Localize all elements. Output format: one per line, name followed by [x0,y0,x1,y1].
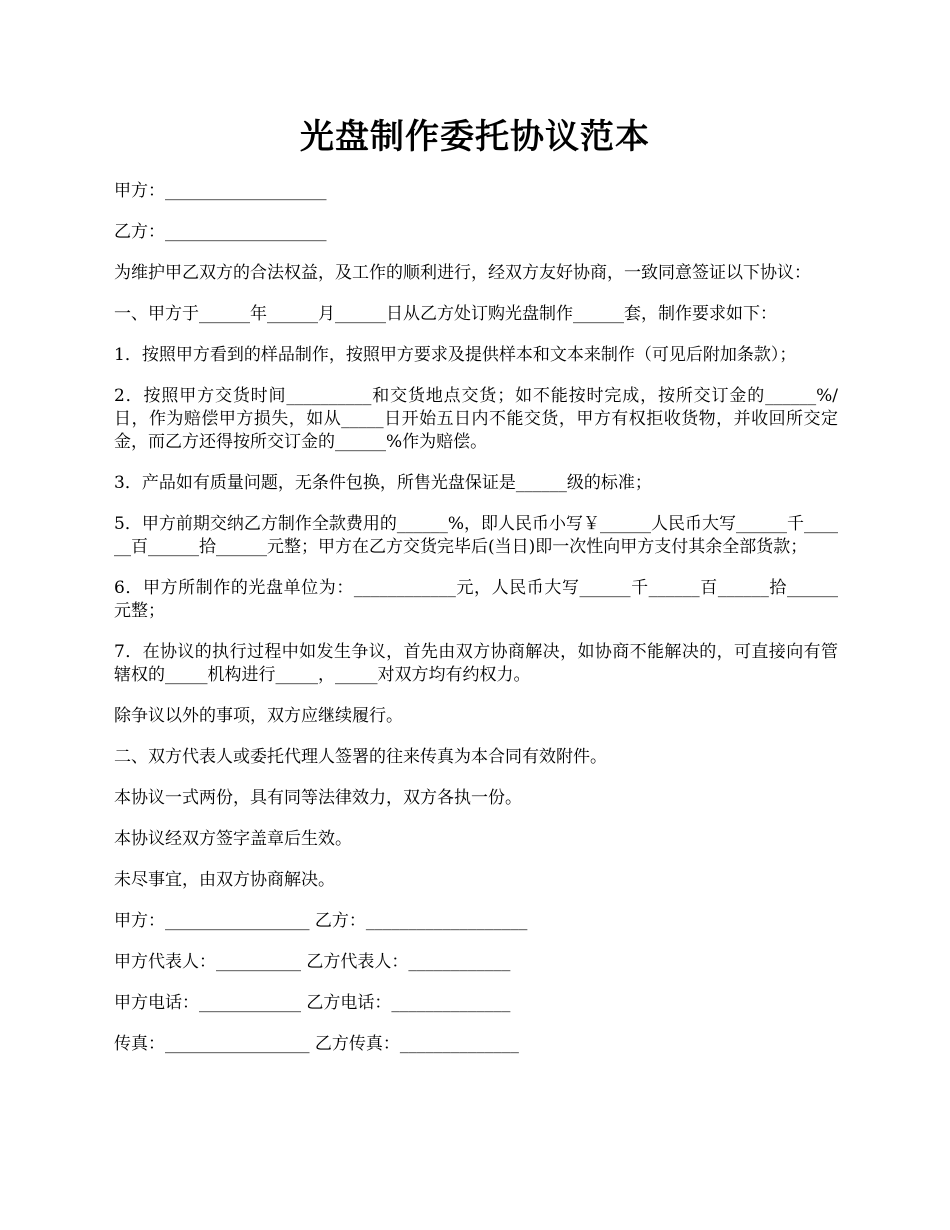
paragraph-preamble: 为维护甲乙双方的合法权益，及工作的顺利进行，经双方友好协商，一致同意签证以下协议： [114,263,811,283]
paragraph-continue: 除争议以外的事项，双方应继续履行。 [114,706,403,726]
paragraph-effective: 本协议经双方签字盖章后生效。 [114,829,352,849]
clause-5: 5．甲方前期交纳乙方制作全款费用的______%，即人民币小写￥______人民币大写______千______百______拾______元整；甲方在乙方交货完毕后(当日)即一次性向甲方支付其余全部货款； [114,514,838,557]
document-body [114,180,838,1074]
signature-representatives-line: 甲方代表人：__________ 乙方代表人：____________ [114,952,511,972]
paragraph-unresolved: 未尽事宜，由双方协商解决。 [114,870,335,890]
clause-6: 6．甲方所制作的光盘单位为：____________元，人民币大写______千______百______拾______元整； [114,578,838,621]
paragraph-section-two: 二、双方代表人或委托代理人签署的往来传真为本合同有效附件。 [114,747,607,767]
clause-2: 2．按照甲方交货时间__________和交货地点交货；如不能按时完成，按所交订金的______%/日，作为赔偿甲方损失，如从_____日开始五日内不能交货，甲方有权拒收货物，并收回所交定金，而乙方还得按所交订金的______%作为赔偿。 [114,386,838,452]
signature-parties-line: 甲方：_________________ 乙方：___________________ [114,911,528,931]
document-title: 光盘制作委托协议范本 [300,117,650,157]
paragraph-copies: 本协议一式两份，具有同等法律效力，双方各执一份。 [114,788,522,808]
signature-phones-line: 甲方电话：____________ 乙方电话：______________ [114,993,511,1013]
party-b-line: 乙方：___________________ [114,222,327,242]
clause-1: 1．按照甲方看到的样品制作，按照甲方要求及提供样本和文本来制作（可见后附加条款）； [114,345,797,365]
signature-fax-line: 传真：_________________ 乙方传真：______________ [114,1034,519,1054]
clause-3: 3．产品如有质量问题，无条件包换，所售光盘保证是______级的标准； [114,473,652,493]
clause-7: 7．在协议的执行过程中如发生争议，首先由双方协商解决，如协商不能解决的，可直接向有管辖权的_____机构进行_____，_____对双方均有约权力。 [114,642,838,685]
party-a-line: 甲方：___________________ [114,181,327,201]
paragraph-section-one: 一、甲方于______年______月______日从乙方处订购光盘制作______套，制作要求如下： [114,304,777,324]
